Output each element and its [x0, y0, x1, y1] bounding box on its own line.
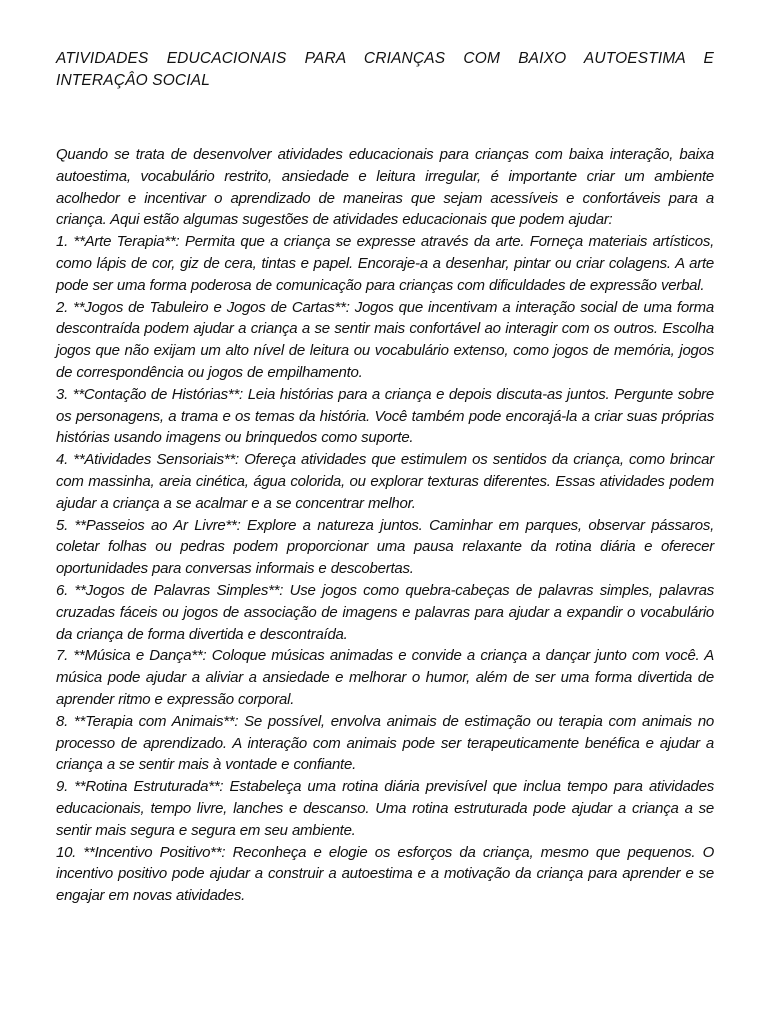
list-item: 1. **Arte Terapia**: Permita que a criança se expresse através da arte. Forneça materiais artísticos, como lápis de cor, giz de cera, tintas e papel. Encoraje-a a desenhar, pintar ou criar colagens. A arte pode ser uma forma poderosa de comunicação para crianças com dificuldades de expressão verbal.	[56, 233, 714, 294]
list-item: 3. **Contação de Histórias**: Leia histórias para a criança e depois discuta-as juntos. Pergunte sobre os personagens, a trama e os temas da história. Você também pode encorajá-la a criar suas próprias histórias usando imagens ou brinquedos como suporte.	[56, 385, 714, 447]
list-item: 6. **Jogos de Palavras Simples**: Use jogos como quebra-cabeças de palavras simples, palavras cruzadas fáceis ou jogos de associação de imagens e palavras para ajudar a expandir o vocabulário da criança de forma divertida e descontraída.	[56, 581, 714, 643]
list-item: 5. **Passeios ao Ar Livre**: Explore a natureza juntos. Caminhar em parques, observar pássaros, coletar folhas ou pedras podem proporcionar uma pausa relaxante da rotina diária e oferecer oportunidades para conversas informais e descobertas.	[56, 516, 714, 578]
list-item: 7. **Música e Dança**: Coloque músicas animadas e convide a criança a dançar junto com você. A música pode ajudar a aliviar a ansiedade e melhorar o humor, além de ser uma forma divertida de aprender ritmo e expressão corporal.	[56, 647, 714, 708]
list-item: 8. **Terapia com Animais**: Se possível, envolva animais de estimação ou terapia com animais no processo de aprendizado. A interação com animais pode ser terapeuticamente benéfica e ajudar a criança a se sentir mais à vontade e confiante.	[56, 712, 714, 774]
intro-paragraph: Quando se trata de desenvolver atividades educacionais para crianças com baixa interação, baixa autoestima, vocabulário restrito, ansiedade e leitura irregular, é importante criar um ambiente acolhedor e incentivar o aprendizado de maneiras que sejam acessíveis e confortáveis para a criança. Aqui estão algumas sugestões de atividades educacionais que podem ajudar:	[56, 146, 714, 229]
list-item: 4. **Atividades Sensoriais**: Ofereça atividades que estimulem os sentidos da criança, como brincar com massinha, areia cinética, água colorida, ou explorar texturas diferentes. Essas atividades podem ajudar a criança a se acalmar e a se concentrar melhor.	[56, 451, 714, 512]
list-item: 9. **Rotina Estruturada**: Estabeleça uma rotina diária previsível que inclua tempo para atividades educacionais, tempo livre, lanches e descanso. Uma rotina estruturada pode ajudar a criança a se sentir mais segura e segura em seu ambiente.	[56, 778, 714, 839]
list-item: 2. **Jogos de Tabuleiro e Jogos de Cartas**: Jogos que incentivam a interação social de uma forma descontraída podem ajudar a criança a se sentir mais confortável ao interagir com os outros. Escolha jogos que não exijam um alto nível de leitura ou vocabulário extenso, como jogos de memória, jogos de correspondência ou jogos de empilhamento.	[56, 298, 714, 381]
list-item: 10. **Incentivo Positivo**: Reconheça e elogie os esforços da criança, mesmo que pequenos. O incentivo positivo pode ajudar a construir a autoestima e a motivação da criança para aprender e se engajar em novas atividades.	[56, 843, 714, 905]
document-title: ATIVIDADES EDUCACIONAIS PARA CRIANÇAS COM BAIXO AUTOESTIMA E INTERAÇÂO SOCIAL	[56, 50, 714, 89]
document-page	[56, 48, 714, 907]
document-body	[56, 144, 714, 907]
